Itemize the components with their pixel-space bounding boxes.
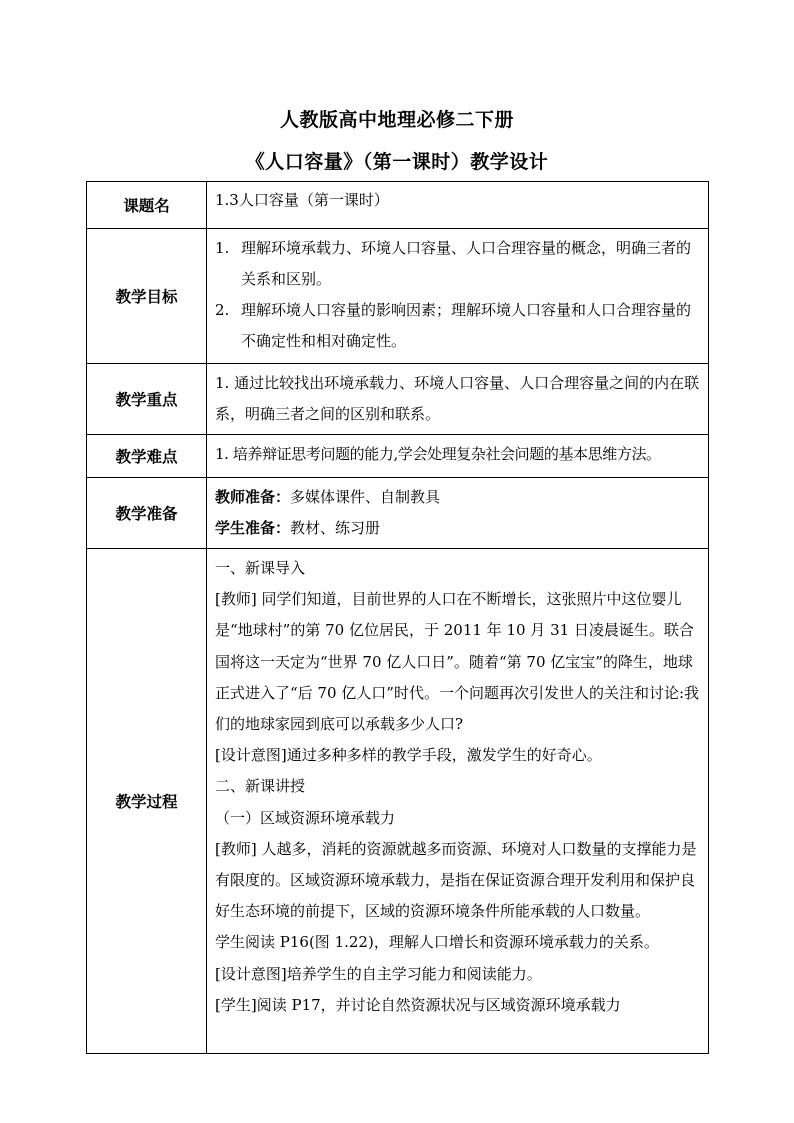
teacher-preparation [215, 482, 701, 513]
goal-number: 2. [215, 301, 230, 319]
label-goals: 教学目标 [87, 229, 207, 364]
row-goals [87, 229, 709, 364]
label-preparation: 教学准备 [87, 478, 207, 549]
goal-item [215, 295, 701, 357]
row-preparation [87, 478, 709, 549]
student-prep-text: 教材、练习册 [290, 519, 381, 537]
goals-content [207, 229, 709, 364]
process-line: （一）区域资源环境承载力 [215, 808, 396, 827]
key-points-text: 1. 通过比较找出环境承载力、环境人口容量、人口合理容量之间的内在联系，明确三者之间的区别和联系。 [207, 364, 709, 435]
process-content [207, 549, 709, 1054]
row-topic [87, 182, 709, 229]
row-difficulties [87, 435, 709, 478]
process-line: [设计意图]培养学生的自主学习能力和阅读能力。 [215, 964, 542, 983]
row-process [87, 549, 709, 1054]
student-preparation [215, 513, 701, 544]
document-subtitle: 《人口容量》（第一课时）教学设计 [245, 151, 549, 173]
process-line: [教师] 同学们知道，目前世界的人口在不断增长，这张照片中这位婴儿是“地球村”的第 70 亿位居民，于 2011 年 10 月 31 日凌晨诞生。联合国将这一天定为“世界 70 亿人口日”。随着“第 70 亿宝宝”的降生，地球正式进入了“后 70 亿人口”时代。一个问题再次引发世人的关注和讨论:我们的地球家园到底可以承载多少人口? [215, 590, 700, 734]
difficulties-text: 1. 培养辩证思考问题的能力,学会处理复杂社会问题的基本思维方法。 [207, 435, 709, 478]
goal-number: 1. [215, 239, 230, 257]
document-title: 人教版高中地理必修二下册 [279, 109, 514, 131]
goal-text: 理解环境承载力、环境人口容量、人口合理容量的概念，明确三者的关系和区别。 [241, 239, 692, 288]
lesson-plan-table [86, 181, 709, 1054]
process-line: [设计意图]通过多种多样的教学手段，激发学生的好奇心。 [215, 746, 602, 765]
goal-text: 理解环境人口容量的影响因素；理解环境人口容量和人口合理容量的不确定性和相对确定性。 [241, 301, 692, 350]
process-line: 二、新课讲授 [215, 777, 306, 796]
teacher-prep-label: 教师准备： [215, 488, 291, 506]
label-topic: 课题名 [87, 182, 207, 229]
process-line: 学生阅读 P16(图 1.22)，理解人口增长和资源环境承载力的关系。 [215, 933, 659, 952]
teacher-prep-text: 多媒体课件、自制教具 [290, 488, 441, 506]
student-prep-label: 学生准备： [215, 519, 291, 537]
label-process: 教学过程 [87, 549, 207, 1054]
topic-text: 1.3人口容量（第一课时） [207, 182, 709, 229]
process-line: [教师] 人越多，消耗的资源就越多而资源、环境对人口数量的支撑能力是有限度的。区域资源环境承载力，是指在保证资源合理开发利用和保护良好生态环境的前提下，区域的资源环境条件所能承载的人口数量。 [215, 839, 697, 921]
label-key-points: 教学重点 [87, 364, 207, 435]
process-line: [学生]阅读 P17，并讨论自然资源状况与区域资源环境承载力 [215, 995, 621, 1014]
goal-item [215, 233, 701, 295]
process-line: 一、新课导入 [215, 559, 306, 577]
row-key-points [87, 364, 709, 435]
label-difficulties: 教学难点 [87, 435, 207, 478]
preparation-content [207, 478, 709, 549]
